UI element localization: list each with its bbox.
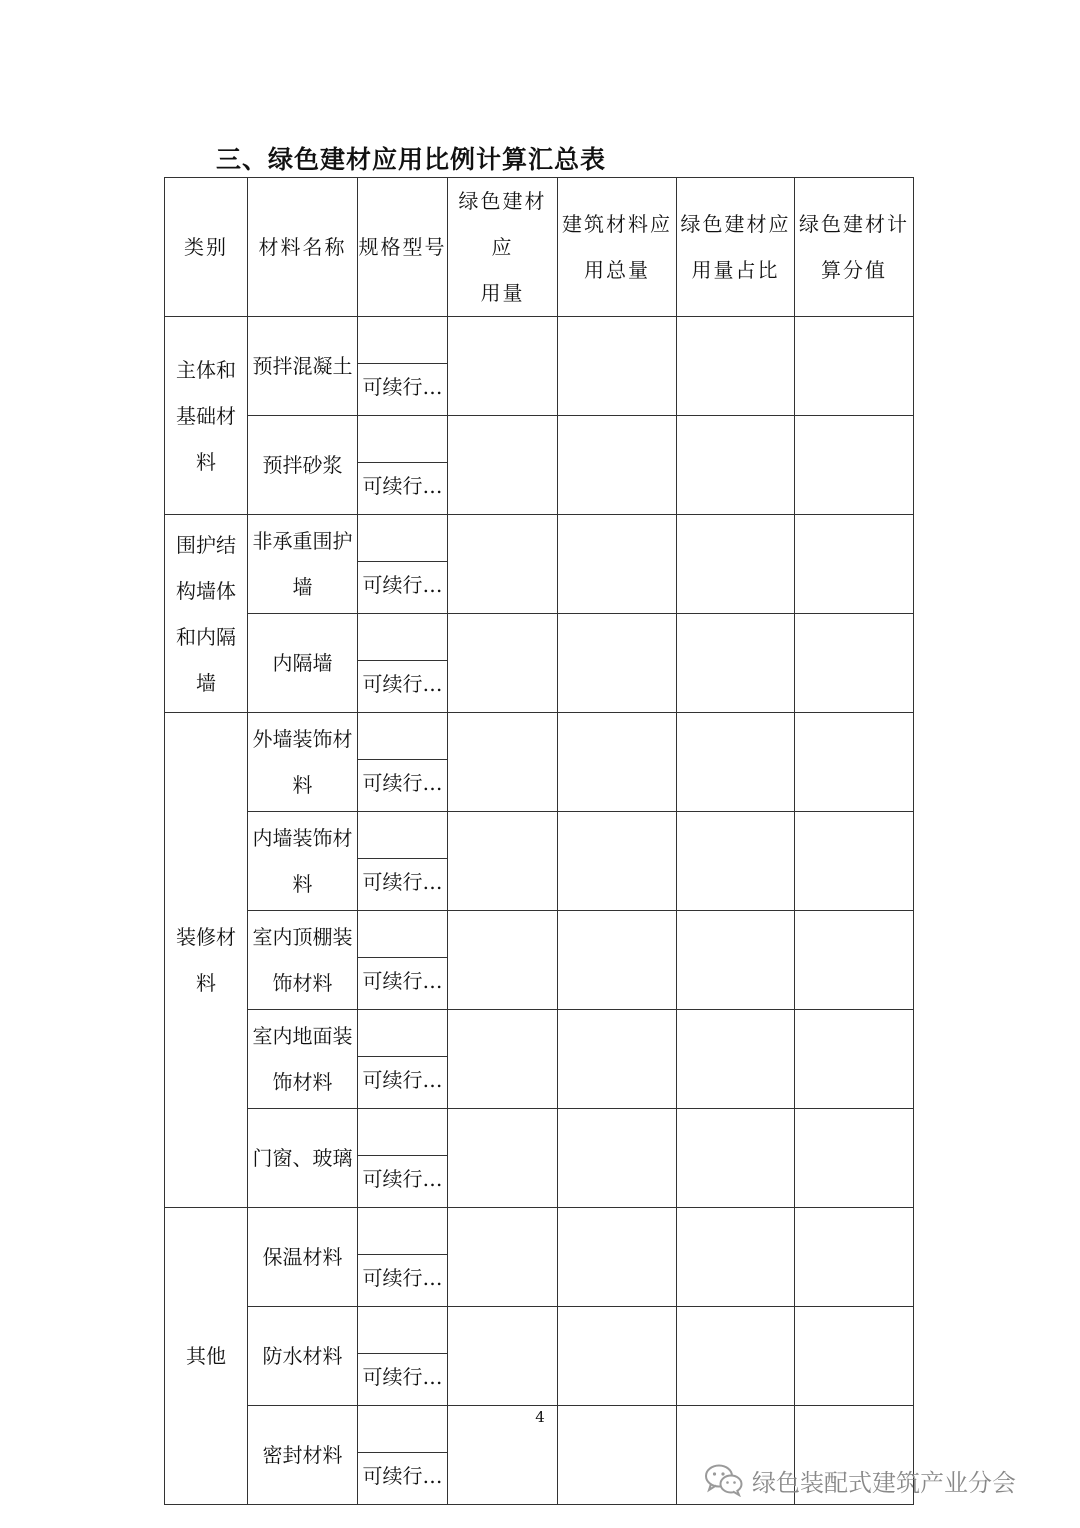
green-usage-cell[interactable] xyxy=(448,1307,558,1406)
ratio-cell[interactable] xyxy=(677,713,795,812)
table-row xyxy=(165,911,914,958)
green-material-summary-table xyxy=(164,177,914,1505)
spec-continue-note: 可续行… xyxy=(358,1255,448,1307)
header-green-usage: 绿色建材应 用量 xyxy=(448,178,558,317)
spec-continue-note: 可续行… xyxy=(358,760,448,812)
watermark-text: 绿色装配式建筑产业分会 xyxy=(752,1468,1016,1497)
category-cell: 装修材 料 xyxy=(165,713,248,1208)
ratio-cell[interactable] xyxy=(677,1208,795,1307)
ratio-cell[interactable] xyxy=(677,515,795,614)
green-usage-cell[interactable] xyxy=(448,812,558,911)
ratio-cell[interactable] xyxy=(677,1109,795,1208)
material-name-cell: 内隔墙 xyxy=(248,614,358,713)
table-row xyxy=(165,713,914,760)
score-cell[interactable] xyxy=(795,911,914,1010)
material-name-cell: 预拌混凝土 xyxy=(248,317,358,416)
green-usage-cell[interactable] xyxy=(448,1010,558,1109)
table-row xyxy=(165,515,914,562)
material-name-cell: 保温材料 xyxy=(248,1208,358,1307)
material-name-cell: 门窗、玻璃 xyxy=(248,1109,358,1208)
section-title: 三、绿色建材应用比例计算汇总表 xyxy=(216,145,607,174)
ratio-cell[interactable] xyxy=(677,812,795,911)
table-row xyxy=(165,812,914,859)
material-name-cell: 非承重围护 墙 xyxy=(248,515,358,614)
table-row xyxy=(165,1307,914,1354)
wechat-icon xyxy=(704,1463,744,1497)
table-header-row xyxy=(165,178,914,317)
ratio-cell[interactable] xyxy=(677,614,795,713)
material-name-cell: 内墙装饰材 料 xyxy=(248,812,358,911)
score-cell[interactable] xyxy=(795,515,914,614)
score-cell[interactable] xyxy=(795,1109,914,1208)
spec-continue-note: 可续行… xyxy=(358,859,448,911)
total-usage-cell[interactable] xyxy=(558,416,677,515)
total-usage-cell[interactable] xyxy=(558,1208,677,1307)
total-usage-cell[interactable] xyxy=(558,317,677,416)
ratio-cell[interactable] xyxy=(677,1010,795,1109)
material-name-cell: 室内地面装 饰材料 xyxy=(248,1010,358,1109)
score-cell[interactable] xyxy=(795,1010,914,1109)
score-cell[interactable] xyxy=(795,1307,914,1406)
total-usage-cell[interactable] xyxy=(558,812,677,911)
material-name-cell: 防水材料 xyxy=(248,1307,358,1406)
spec-input-cell[interactable] xyxy=(358,1109,448,1156)
category-cell: 围护结 构墙体 和内隔 墙 xyxy=(165,515,248,713)
table-row xyxy=(165,614,914,661)
spec-continue-note: 可续行… xyxy=(358,1354,448,1406)
spec-continue-note: 可续行… xyxy=(358,1453,448,1505)
ratio-cell[interactable] xyxy=(677,317,795,416)
spec-continue-note: 可续行… xyxy=(358,562,448,614)
material-name-cell: 预拌砂浆 xyxy=(248,416,358,515)
total-usage-cell[interactable] xyxy=(558,515,677,614)
watermark xyxy=(704,1460,1016,1500)
total-usage-cell[interactable] xyxy=(558,614,677,713)
green-usage-cell[interactable] xyxy=(448,1109,558,1208)
table-row xyxy=(165,317,914,364)
header-ratio: 绿色建材应 用量占比 xyxy=(677,178,795,317)
table-row xyxy=(165,1109,914,1156)
header-score: 绿色建材计 算分值 xyxy=(795,178,914,317)
ratio-cell[interactable] xyxy=(677,416,795,515)
total-usage-cell[interactable] xyxy=(558,1307,677,1406)
spec-continue-note: 可续行… xyxy=(358,661,448,713)
total-usage-cell[interactable] xyxy=(558,1109,677,1208)
green-usage-cell[interactable] xyxy=(448,317,558,416)
spec-input-cell[interactable] xyxy=(358,614,448,661)
score-cell[interactable] xyxy=(795,713,914,812)
spec-continue-note: 可续行… xyxy=(358,1156,448,1208)
score-cell[interactable] xyxy=(795,317,914,416)
header-total-usage: 建筑材料应 用总量 xyxy=(558,178,677,317)
spec-continue-note: 可续行… xyxy=(358,1057,448,1109)
spec-continue-note: 可续行… xyxy=(358,364,448,416)
score-cell[interactable] xyxy=(795,812,914,911)
spec-input-cell[interactable] xyxy=(358,713,448,760)
header-spec: 规格型号 xyxy=(358,178,448,317)
category-cell: 主体和 基础材 料 xyxy=(165,317,248,515)
green-usage-cell[interactable] xyxy=(448,416,558,515)
table-row xyxy=(165,1010,914,1057)
green-usage-cell[interactable] xyxy=(448,1208,558,1307)
table-row xyxy=(165,416,914,463)
green-usage-cell[interactable] xyxy=(448,713,558,812)
material-name-cell: 外墙装饰材 料 xyxy=(248,713,358,812)
spec-input-cell[interactable] xyxy=(358,1307,448,1354)
page-number: 4 xyxy=(535,1408,545,1426)
spec-input-cell[interactable] xyxy=(358,1208,448,1255)
spec-input-cell[interactable] xyxy=(358,1010,448,1057)
score-cell[interactable] xyxy=(795,614,914,713)
spec-input-cell[interactable] xyxy=(358,812,448,859)
material-name-cell: 室内顶棚装 饰材料 xyxy=(248,911,358,1010)
spec-input-cell[interactable] xyxy=(358,911,448,958)
spec-continue-note: 可续行… xyxy=(358,958,448,1010)
score-cell[interactable] xyxy=(795,1208,914,1307)
table-row xyxy=(165,1208,914,1255)
total-usage-cell[interactable] xyxy=(558,911,677,1010)
spec-continue-note: 可续行… xyxy=(358,463,448,515)
green-usage-cell[interactable] xyxy=(448,515,558,614)
ratio-cell[interactable] xyxy=(677,911,795,1010)
header-material: 材料名称 xyxy=(248,178,358,317)
green-usage-cell[interactable] xyxy=(448,614,558,713)
ratio-cell[interactable] xyxy=(677,1307,795,1406)
total-usage-cell[interactable] xyxy=(558,1010,677,1109)
score-cell[interactable] xyxy=(795,416,914,515)
spec-input-cell[interactable] xyxy=(358,416,448,463)
total-usage-cell[interactable] xyxy=(558,713,677,812)
green-usage-cell[interactable] xyxy=(448,911,558,1010)
material-name-cell: 密封材料 xyxy=(248,1406,358,1505)
spec-input-cell[interactable] xyxy=(358,317,448,364)
header-category: 类别 xyxy=(165,178,248,317)
spec-input-cell[interactable] xyxy=(358,515,448,562)
category-cell: 其他 xyxy=(165,1208,248,1505)
